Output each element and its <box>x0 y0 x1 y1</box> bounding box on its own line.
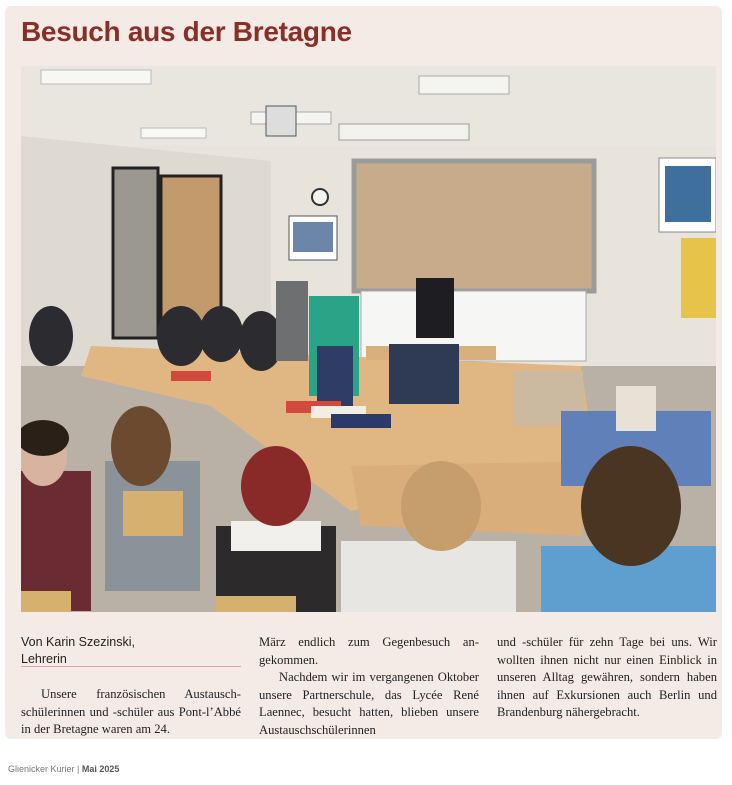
byline-author: Von Karin Szezinski, <box>21 635 135 649</box>
paragraph: Unsere französischen Austauschschülerinnen und ‑schüler aus Pont-l’Abbé in der Bretagne waren am 24. <box>21 687 241 737</box>
classroom-photo <box>21 66 716 612</box>
byline <box>21 634 241 668</box>
paragraph: März endlich zum Gegenbesuch angekommen. <box>259 635 479 667</box>
article-headline: Besuch aus der Bretagne <box>21 16 352 47</box>
byline-divider <box>21 666 241 667</box>
issue-date: Mai 2025 <box>81 764 120 774</box>
paragraph: und ‑schüler für zehn Tage bei uns. Wir wollten ihnen nicht nur einen Einblick in unseren Alltag gewähren, sondern haben ihnen auf Exkursionen auch Berlin und Brandenburg nähergebracht. <box>497 635 717 720</box>
publication-name: Glienicker Kurier | <box>8 764 80 774</box>
page-footer <box>8 764 119 774</box>
article-column-1 <box>21 686 241 739</box>
paragraph: Nachdem wir im vergangenen Oktober unsere Partnerschule, das Lycée René Laennec, besucht hatten, blieben unsere Austauschschülerinnen <box>259 670 479 737</box>
article-card <box>5 6 722 739</box>
byline-role: Lehrerin <box>21 652 67 666</box>
article-column-2 <box>259 634 479 740</box>
article-column-3 <box>497 634 717 722</box>
